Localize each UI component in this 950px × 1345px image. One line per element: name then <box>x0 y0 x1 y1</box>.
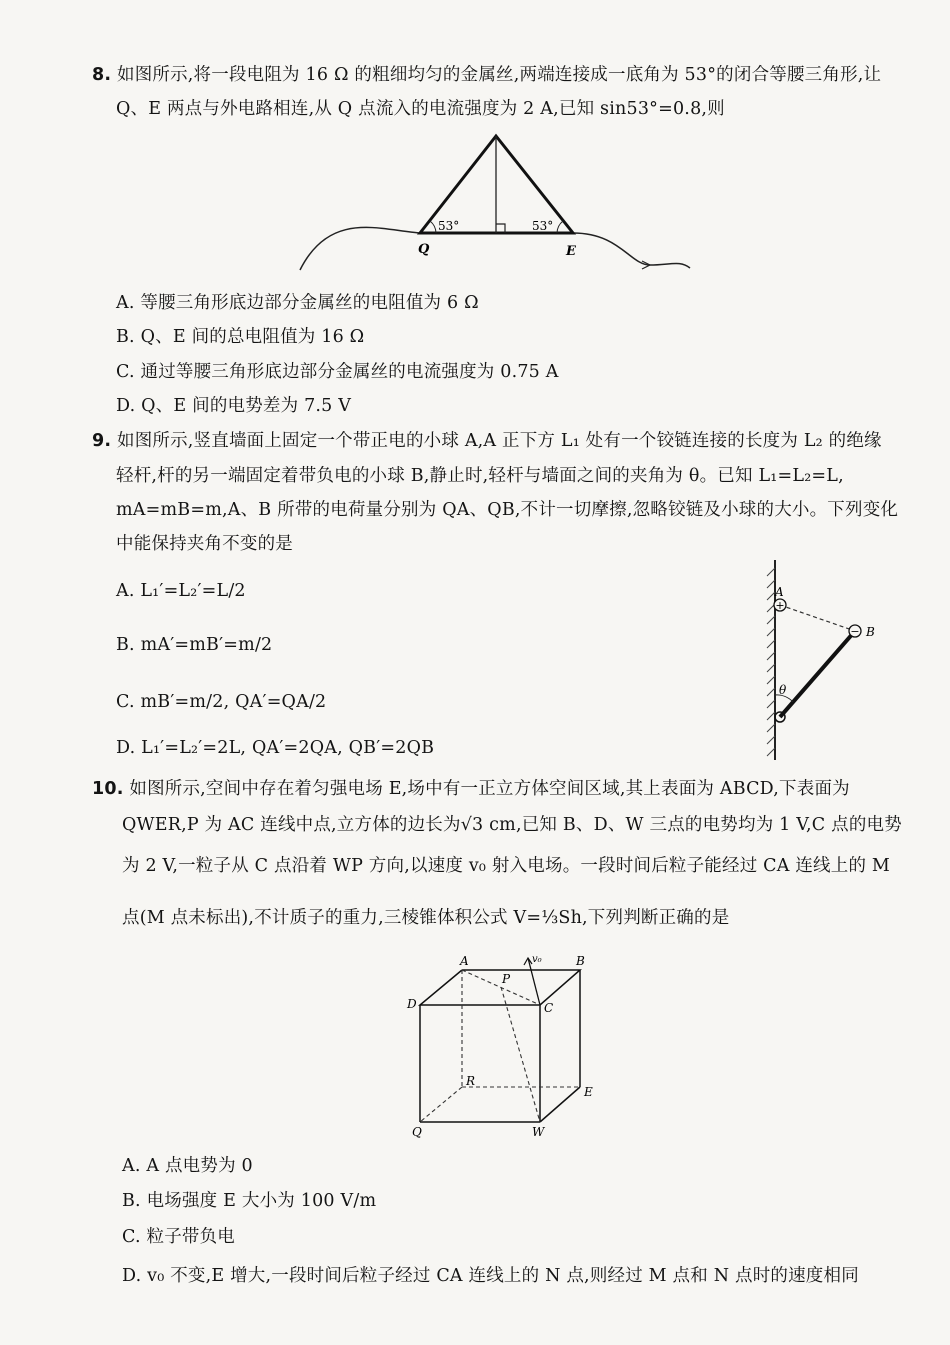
q10-option-b: B. 电场强度 E 大小为 100 V/m <box>122 1191 377 1211</box>
q10-label-d: D <box>407 997 417 1011</box>
q10-option-c: C. 粒子带负电 <box>122 1227 235 1247</box>
q9-option-a: A. L₁′=L₂′=L/2 <box>116 581 246 601</box>
q8-number: 8. <box>92 65 112 85</box>
q8-label-e: E <box>566 244 576 259</box>
q8-stem-1: 如图所示,将一段电阻为 16 Ω 的粗细均匀的金属丝,两端连接成一底角为 53°的闭合等腰三角形,让 <box>117 65 882 85</box>
q10-cube-figure <box>400 950 610 1140</box>
q9-wall-figure <box>755 560 885 760</box>
q8-angle-left: 53° <box>438 219 460 233</box>
q10-label-b: B <box>576 954 585 968</box>
q9-stem-1: 如图所示,竖直墙面上固定一个带正电的小球 A,A 正下方 L₁ 处有一个铰链连接的长度为 L₂ 的绝缘 <box>117 431 882 451</box>
q10-line2: QWER,P 为 AC 连线中点,立方体的边长为√3 cm,已知 B、D、W 三点的电势均为 1 V,C 点的电势 <box>122 815 902 835</box>
q9-line1 <box>92 428 882 454</box>
q10-label-p: P <box>502 972 511 986</box>
q9-label-b: B <box>866 625 875 639</box>
q10-line1 <box>92 776 850 802</box>
q9-line3: mA=mB=m,A、B 所带的电荷量分别为 QA、QB,不计一切摩擦,忽略铰链及小球的大小。下列变化 <box>116 500 899 520</box>
q8-option-c: C. 通过等腰三角形底边部分金属丝的电流强度为 0.75 A <box>116 362 559 382</box>
q10-option-a: A. A 点电势为 0 <box>122 1156 253 1176</box>
q9-theta: θ <box>779 683 787 697</box>
q9-minus-sign: − <box>850 625 860 638</box>
q9-option-c: C. mB′=m/2, QA′=QA/2 <box>116 692 327 712</box>
q10-label-e: E <box>584 1085 593 1099</box>
q8-label-q: Q <box>418 242 430 257</box>
q8-option-b: B. Q、E 间的总电阻值为 16 Ω <box>116 327 365 347</box>
q10-label-v0: v₀ <box>532 954 542 965</box>
q10-number: 10. <box>92 779 124 799</box>
q10-label-w: W <box>532 1125 545 1139</box>
q9-line4: 中能保持夹角不变的是 <box>116 534 293 554</box>
q10-option-d: D. v₀ 不变,E 增大,一段时间后粒子经过 CA 连线上的 N 点,则经过 M 点和 N 点时的速度相同 <box>122 1266 859 1286</box>
q10-line3: 为 2 V,一粒子从 C 点沿着 WP 方向,以速度 v₀ 射入电场。一段时间后粒子能经过 CA 连线上的 M <box>122 856 891 876</box>
q8-line2: Q、E 两点与外电路相连,从 Q 点流入的电流强度为 2 A,已知 sin53°=0.8,则 <box>116 99 725 119</box>
q10-label-q: Q <box>412 1125 422 1139</box>
q8-triangle-figure <box>290 130 700 280</box>
q10-stem-1: 如图所示,空间中存在着匀强电场 E,场中有一正立方体空间区域,其上表面为 ABCD,下表面为 <box>129 779 850 799</box>
q10-label-r: R <box>466 1074 476 1088</box>
q9-number: 9. <box>92 431 112 451</box>
q8-option-a: A. 等腰三角形底边部分金属丝的电阻值为 6 Ω <box>116 293 479 313</box>
q10-label-c: C <box>544 1001 554 1015</box>
q9-line2: 轻杆,杆的另一端固定着带负电的小球 B,静止时,轻杆与墙面之间的夹角为 θ。已知 L₁=L₂=L, <box>116 466 844 486</box>
q9-option-d: D. L₁′=L₂′=2L, QA′=2QA, QB′=2QB <box>116 738 435 758</box>
q9-plus-sign: + <box>775 599 785 612</box>
q9-label-a: A <box>775 585 784 599</box>
q10-label-a: A <box>460 954 469 968</box>
q8-line1 <box>92 62 881 88</box>
q8-angle-right: 53° <box>532 219 554 233</box>
q8-option-d: D. Q、E 间的电势差为 7.5 V <box>116 396 352 416</box>
q9-option-b: B. mA′=mB′=m/2 <box>116 635 273 655</box>
q10-line4: 点(M 点未标出),不计质子的重力,三棱锥体积公式 V=⅓Sh,下列判断正确的是 <box>122 908 730 928</box>
